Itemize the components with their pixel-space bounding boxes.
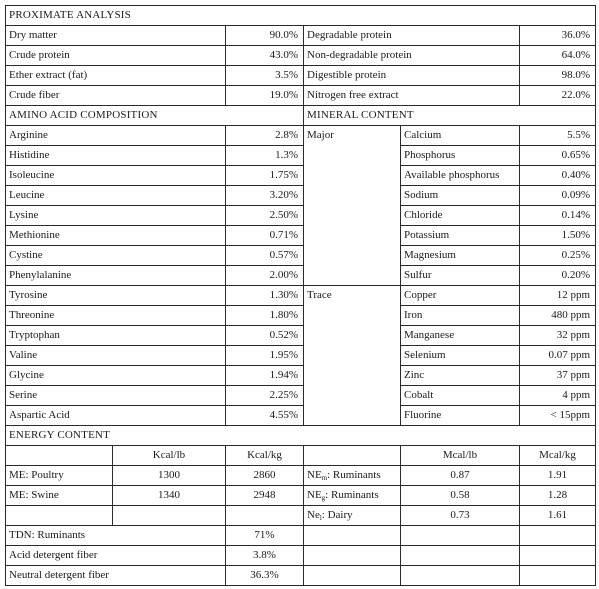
energy-value: 1.61	[520, 506, 596, 526]
amino-value: 2.00%	[226, 266, 304, 286]
proximate-value: 98.0%	[520, 66, 596, 86]
proximate-name: Nitrogen free extract	[304, 86, 520, 106]
mineral-name: Selenium	[401, 346, 520, 366]
mineral-value: 0.65%	[520, 146, 596, 166]
mineral-name: Cobalt	[401, 386, 520, 406]
energy-row	[6, 486, 596, 506]
unit-header: Kcal/kg	[226, 446, 304, 466]
amino-row	[6, 166, 596, 186]
digest-name: Acid detergent fiber	[6, 546, 226, 566]
proximate-value: 43.0%	[226, 46, 304, 66]
proximate-value: 64.0%	[520, 46, 596, 66]
unit-header: Mcal/lb	[401, 446, 520, 466]
mineral-name: Sodium	[401, 186, 520, 206]
amino-value: 1.3%	[226, 146, 304, 166]
amino-name: Isoleucine	[6, 166, 226, 186]
amino-row	[6, 326, 596, 346]
energy-value: 2860	[226, 466, 304, 486]
amino-row	[6, 306, 596, 326]
empty-cell	[304, 526, 401, 546]
mineral-content-title: MINERAL CONTENT	[304, 106, 596, 126]
amino-value: 2.50%	[226, 206, 304, 226]
unit-header: Kcal/lb	[113, 446, 226, 466]
proximate-name: Non-degradable protein	[304, 46, 520, 66]
proximate-name: Degradable protein	[304, 26, 520, 46]
energy-value: 0.58	[401, 486, 520, 506]
energy-name-prefix: Ne	[307, 509, 320, 521]
mineral-name: Sulfur	[401, 266, 520, 286]
empty-cell	[401, 566, 520, 586]
amino-name: Glycine	[6, 366, 226, 386]
amino-value: 0.52%	[226, 326, 304, 346]
mineral-value: 0.25%	[520, 246, 596, 266]
proximate-row	[6, 46, 596, 66]
proximate-value: 90.0%	[226, 26, 304, 46]
energy-name-suffix: : Ruminants	[325, 489, 379, 501]
energy-units-row	[6, 446, 596, 466]
energy-value: 0.73	[401, 506, 520, 526]
mineral-value: 0.09%	[520, 186, 596, 206]
energy-name	[304, 486, 401, 506]
empty-cell	[520, 546, 596, 566]
mineral-name: Zinc	[401, 366, 520, 386]
digest-value: 3.8%	[226, 546, 304, 566]
mineral-name: Fluorine	[401, 406, 520, 426]
energy-name: ME: Poultry	[6, 466, 113, 486]
empty-cell	[401, 546, 520, 566]
amino-value: 2.8%	[226, 126, 304, 146]
proximate-row	[6, 86, 596, 106]
amino-value: 2.25%	[226, 386, 304, 406]
mineral-value: 0.07 ppm	[520, 346, 596, 366]
mineral-value: 37 ppm	[520, 366, 596, 386]
energy-name-prefix: NE	[307, 489, 322, 501]
amino-value: 1.30%	[226, 286, 304, 306]
amino-name: Lysine	[6, 206, 226, 226]
proximate-name: Dry matter	[6, 26, 226, 46]
proximate-name: Digestible protein	[304, 66, 520, 86]
amino-value: 0.57%	[226, 246, 304, 266]
mineral-name: Calcium	[401, 126, 520, 146]
proximate-analysis-title: PROXIMATE ANALYSIS	[6, 6, 596, 26]
energy-value: 1300	[113, 466, 226, 486]
digest-row	[6, 566, 596, 586]
mineral-value: 32 ppm	[520, 326, 596, 346]
unit-header: Mcal/kg	[520, 446, 596, 466]
mineral-value: 12 ppm	[520, 286, 596, 306]
mineral-value: 480 ppm	[520, 306, 596, 326]
empty-cell	[401, 526, 520, 546]
mineral-name: Chloride	[401, 206, 520, 226]
amino-name: Valine	[6, 346, 226, 366]
empty-cell	[520, 566, 596, 586]
empty-cell	[113, 506, 226, 526]
mineral-value: 0.40%	[520, 166, 596, 186]
amino-name: Leucine	[6, 186, 226, 206]
mineral-name: Phosphorus	[401, 146, 520, 166]
amino-value: 1.94%	[226, 366, 304, 386]
amino-mineral-header-row	[6, 106, 596, 126]
amino-name: Histidine	[6, 146, 226, 166]
amino-row	[6, 386, 596, 406]
mineral-value: 1.50%	[520, 226, 596, 246]
amino-value: 4.55%	[226, 406, 304, 426]
energy-value: 0.87	[401, 466, 520, 486]
amino-row	[6, 266, 596, 286]
proximate-value: 22.0%	[520, 86, 596, 106]
energy-name-suffix: : Dairy	[321, 509, 353, 521]
mineral-name: Magnesium	[401, 246, 520, 266]
energy-name-suffix: : Ruminants	[327, 469, 381, 481]
empty-cell	[304, 566, 401, 586]
amino-acid-title: AMINO ACID COMPOSITION	[6, 106, 304, 126]
mineral-value: < 15ppm	[520, 406, 596, 426]
energy-name	[304, 506, 401, 526]
energy-content-title: ENERGY CONTENT	[6, 426, 596, 446]
digest-value: 36.3%	[226, 566, 304, 586]
energy-name-subscript: l	[319, 514, 322, 522]
proximate-value: 19.0%	[226, 86, 304, 106]
digest-name: Neutral detergent fiber	[6, 566, 226, 586]
mineral-name: Available phosphorus	[401, 166, 520, 186]
empty-cell	[6, 506, 113, 526]
energy-header-row	[6, 426, 596, 446]
nutrient-composition-table	[5, 5, 596, 586]
amino-row	[6, 346, 596, 366]
digest-row	[6, 526, 596, 546]
amino-name: Aspartic Acid	[6, 406, 226, 426]
empty-cell	[304, 446, 401, 466]
empty-cell	[520, 526, 596, 546]
amino-name: Cystine	[6, 246, 226, 266]
amino-name: Methionine	[6, 226, 226, 246]
amino-name: Serine	[6, 386, 226, 406]
energy-value: 2948	[226, 486, 304, 506]
mineral-value: 0.14%	[520, 206, 596, 226]
amino-value: 3.20%	[226, 186, 304, 206]
energy-name-subscript: m	[321, 474, 328, 482]
energy-row	[6, 466, 596, 486]
mineral-name: Manganese	[401, 326, 520, 346]
mineral-value: 0.20%	[520, 266, 596, 286]
amino-value: 0.71%	[226, 226, 304, 246]
amino-value: 1.75%	[226, 166, 304, 186]
mineral-name: Potassium	[401, 226, 520, 246]
amino-name: Arginine	[6, 126, 226, 146]
amino-name: Phenylalanine	[6, 266, 226, 286]
amino-value: 1.95%	[226, 346, 304, 366]
mineral-name: Iron	[401, 306, 520, 326]
mineral-name: Copper	[401, 286, 520, 306]
mineral-value: 4 ppm	[520, 386, 596, 406]
proximate-header-row	[6, 6, 596, 26]
proximate-name: Ether extract (fat)	[6, 66, 226, 86]
amino-row	[6, 246, 596, 266]
amino-value: 1.80%	[226, 306, 304, 326]
proximate-row	[6, 26, 596, 46]
amino-row	[6, 126, 596, 146]
proximate-name: Crude protein	[6, 46, 226, 66]
amino-name: Threonine	[6, 306, 226, 326]
energy-name-prefix: NE	[307, 469, 322, 481]
amino-row	[6, 406, 596, 426]
amino-row	[6, 186, 596, 206]
digest-value: 71%	[226, 526, 304, 546]
energy-name: ME: Swine	[6, 486, 113, 506]
proximate-value: 3.5%	[226, 66, 304, 86]
empty-cell	[304, 546, 401, 566]
mineral-value: 5.5%	[520, 126, 596, 146]
amino-row	[6, 146, 596, 166]
amino-row	[6, 206, 596, 226]
amino-name: Tryptophan	[6, 326, 226, 346]
energy-value: 1.28	[520, 486, 596, 506]
amino-row	[6, 366, 596, 386]
energy-value: 1340	[113, 486, 226, 506]
proximate-name: Crude fiber	[6, 86, 226, 106]
proximate-row	[6, 66, 596, 86]
energy-name-subscript: g	[321, 494, 326, 502]
amino-row	[6, 226, 596, 246]
digest-name: TDN: Ruminants	[6, 526, 226, 546]
proximate-value: 36.0%	[520, 26, 596, 46]
mineral-trace-label: Trace	[304, 286, 401, 426]
digest-row	[6, 546, 596, 566]
energy-name	[304, 466, 401, 486]
empty-cell	[6, 446, 113, 466]
empty-cell	[226, 506, 304, 526]
energy-row	[6, 506, 596, 526]
amino-name: Tyrosine	[6, 286, 226, 306]
energy-value: 1.91	[520, 466, 596, 486]
mineral-major-label: Major	[304, 126, 401, 286]
amino-row	[6, 286, 596, 306]
